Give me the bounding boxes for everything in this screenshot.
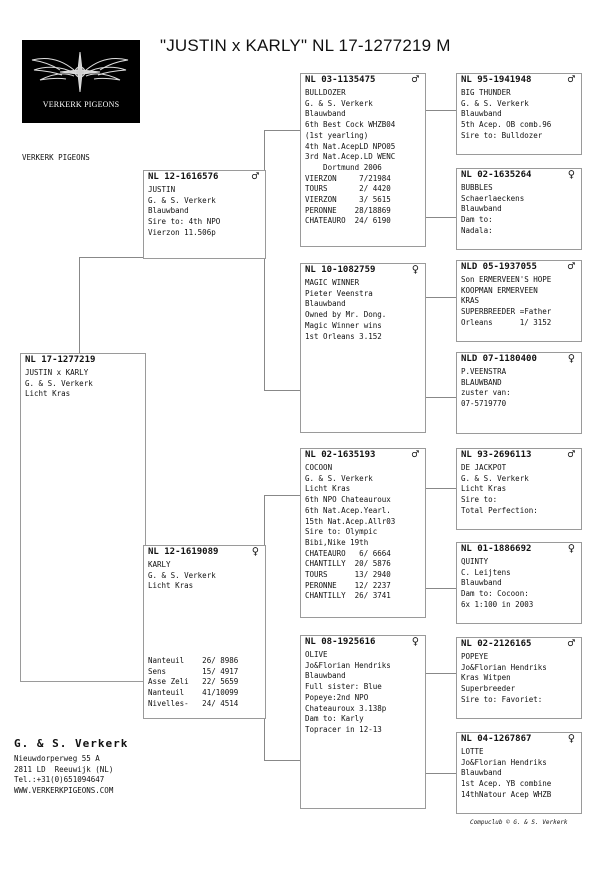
pedigree-line: MAGIC WINNER [305,278,360,287]
pedigree-line: 6th Best Cock WHZB04 [305,120,396,130]
pedigree-line: Blauwband [461,109,502,119]
female-icon: ♀ [567,731,575,745]
male-icon: ♂ [567,259,575,273]
card-header [144,546,265,560]
race-results [144,656,265,710]
credit-line: Compuclub © G. & S. Verkerk [470,819,568,826]
pedigree-line: Jo&Florian Hendriks [461,662,547,672]
logo [22,40,140,123]
ring-number: NL 17-1277219 [25,355,96,365]
pedigree-line: CHANTILLY 26/ 3741 [305,591,391,601]
pigeon-card-dam-sire [300,448,426,618]
card-header [457,449,581,463]
pigeon-card-ddd [456,732,582,814]
pedigree-line: Orleans 1/ 3152 [461,317,552,327]
ring-number: NL 95-1941948 [461,75,532,85]
pedigree-line: C. Leijtens [461,567,511,577]
pedigree-line: Sire to: Olympic [305,527,378,537]
pedigree-line: 5th Acep. OB comb.96 [461,120,552,130]
pigeon-card-dss [456,448,582,530]
race-result-line: Nanteuil 26/ 8986 [148,656,239,665]
pedigree-line: KRAS [461,296,480,306]
pedigree-line: 1st Orleans 3.152 [305,331,382,341]
pedigree-line: Dam to: Cocoon: [461,589,529,599]
male-icon: ♂ [411,72,419,86]
pedigree-line: Licht Kras [25,389,71,399]
phone-line: Tel.:+31(0)651094647 [14,775,105,784]
ring-number: NLD 05-1937055 [461,262,537,272]
female-icon: ♀ [567,351,575,365]
pedigree-line: zuster van: [461,388,511,398]
pedigree-line: PERONNE 12/ 2237 [305,580,391,590]
pedigree-line: LOTTE [461,747,484,756]
card-header [457,169,581,183]
pedigree-line: BIG THUNDER [461,88,511,97]
male-icon: ♂ [567,447,575,461]
card-header [457,261,581,275]
card-header [457,74,581,88]
pedigree-line: COCOON [305,463,333,472]
pedigree-line: 4th Nat.AcepLD NPO05 [305,141,396,151]
ring-number: NL 04-1267867 [461,734,532,744]
ring-number: NL 03-1135475 [305,75,376,85]
card-header [457,353,581,367]
ring-number: NL 01-1886692 [461,544,532,554]
connector-line [424,297,457,298]
pedigree-line: (1st yearling) [305,130,369,140]
connector-line [264,130,265,390]
ring-number: NL 02-1635264 [461,170,532,180]
pedigree-line: JUSTIN x KARLY [25,368,89,377]
pedigree-line: DE JACKPOT [461,463,507,472]
card-header [457,543,581,557]
pedigree-line: QUINTY [461,557,489,566]
pedigree-line: 6x 1:100 in 2003 [461,599,534,609]
pedigree-line: Blauwband [305,671,346,681]
pedigree-line: Magic Winner wins [305,320,382,330]
pedigree-line: Licht Kras [461,484,507,494]
male-icon: ♂ [567,72,575,86]
ring-number: NL 10-1082759 [305,265,376,275]
pedigree-line: Blauwband [305,299,346,309]
connector-line [79,257,144,258]
pedigree-line: KARLY [148,560,171,569]
connector-line [264,130,300,131]
pedigree-line: Blauwband [305,109,346,119]
address-line: Nieuwdorperweg 55 A [14,754,100,763]
ring-number: NL 12-1616576 [148,172,219,182]
pigeon-card-sire-sire [300,73,426,247]
connector-line [424,588,457,589]
pedigree-line: 1st Acep. YB combine [461,779,552,789]
pedigree-line: 14thNatour Acep WHZB [461,789,552,799]
card-header [144,171,265,185]
pedigree-line: TOURS 2/ 4420 [305,184,391,194]
female-icon: ♀ [567,541,575,555]
pigeon-card-sire [143,170,266,259]
pedigree-line: Kras Witpen [461,673,511,683]
pedigree-line: G. & S. Verkerk [305,473,373,483]
pedigree-line: BUBBLES [461,183,493,192]
breeder-contact [14,737,128,796]
pedigree-line: BULLDOZER [305,88,346,97]
pedigree-line: Blauwband [461,578,502,588]
connector-line [424,673,457,674]
pedigree-line: Sire to: 4th NPO [148,217,221,227]
pigeon-card-dds [456,637,582,719]
pedigree-line: Dam to: [461,215,493,225]
pedigree-line: Jo&Florian Hendriks [305,660,391,670]
female-icon: ♀ [411,634,419,648]
connector-line [264,390,300,391]
pedigree-line: Nadala: [461,225,493,235]
race-result-line: Nivelles- 24/ 4514 [148,698,239,708]
connector-line [424,110,457,111]
pedigree-line: Son ERMERVEEN'S HOPE [461,275,552,284]
pedigree-line: G. & S. Verkerk [148,570,216,580]
connector-line [79,257,80,357]
pedigree-line: Blauwband [148,206,189,216]
pedigree-line: Bibi,Nike 19th [305,537,369,547]
pedigree-line: CHATEAURO 6/ 6664 [305,548,391,558]
race-result-line: Asse Zeli 22/ 5659 [148,677,239,687]
female-icon: ♀ [251,544,259,558]
pedigree-line: KOOPMAN ERMERVEEN [461,285,538,295]
pedigree-line: Topracer in 12-13 [305,724,382,734]
pedigree-line: Chateauroux 3.138p [305,703,387,713]
pedigree-line: Full sister: Blue [305,682,382,692]
card-header [301,449,425,463]
pedigree-line: 15th Nat.Acep.Allr03 [305,516,396,526]
pedigree-line: 3rd Nat.Acep.LD WENC [305,152,396,162]
ring-number: NL 93-2696113 [461,450,532,460]
pedigree-line: G. & S. Verkerk [148,195,216,205]
website-link[interactable]: WWW.VERKERKPIGEONS.COM [14,785,114,795]
pedigree-line: Sire to: Favoriet: [461,694,543,704]
card-header [301,264,425,278]
pedigree-line: TOURS 13/ 2940 [305,570,391,580]
pedigree-line: 6th Nat.Acep.Yearl. [305,505,391,515]
card-header [301,636,425,650]
ring-number: NL 12-1619089 [148,547,219,557]
postal-line: 2811 LD Reeuwijk (NL) [14,764,114,774]
pigeon-card-sdd [456,352,582,434]
pedigree-line: G. & S. Verkerk [461,98,529,108]
pigeon-card-sire-dam [300,263,426,433]
pedigree-line: POPEYE [461,652,489,661]
pedigree-line: Dam to: Karly [305,714,364,724]
pigeon-card-ssd [456,168,582,250]
pigeon-card-subject [20,353,146,682]
card-header [21,354,145,368]
pedigree-line: JUSTIN [148,185,176,194]
pedigree-line: G. & S. Verkerk [25,378,93,388]
pedigree-line: SUPERBREEDER =Father [461,307,552,317]
breeder-name: G. & S. Verkerk [14,737,129,750]
pedigree-line: Blauwband [461,768,502,778]
ring-number: NL 02-1635193 [305,450,376,460]
pedigree-line: 6th NPO Chateauroux [305,495,391,505]
pedigree-line: Popeye:2nd NPO [305,692,369,702]
ring-number: NL 08-1925616 [305,637,376,647]
connector-line [424,488,457,489]
logo-text: VERKERK PIGEONS [42,100,120,109]
card-header [457,638,581,652]
connector-line [264,495,300,496]
page-title: "JUSTIN x KARLY" NL 17-1277219 M [160,36,451,55]
pedigree-line: OLIVE [305,650,328,659]
pedigree-line: Jo&Florian Hendriks [461,757,547,767]
pigeon-wings-emblem-icon [22,40,140,123]
pedigree-line: PERONNE 28/18869 [305,205,391,215]
pedigree-line: Owned by Mr. Dong. [305,310,387,320]
pedigree-line: P.VEENSTRA [461,367,507,376]
pedigree-line: Licht Kras [148,581,194,591]
male-icon: ♂ [567,636,575,650]
pedigree-line: Total Perfection: [461,505,538,515]
connector-line [424,773,457,774]
pedigree-line: G. & S. Verkerk [461,473,529,483]
race-result-line: Nanteuil 41/10099 [148,688,239,698]
card-header [457,733,581,747]
pedigree-line: Sire to: Bulldozer [461,130,543,140]
pigeon-card-dam [143,545,266,719]
connector-line [264,760,300,761]
card-header [301,74,425,88]
race-result-line: Sens 15/ 4917 [148,666,239,676]
pedigree-line: CHATEAURO 24/ 6190 [305,216,391,226]
pedigree-line: Dortmund 2006 [305,162,382,172]
male-icon: ♂ [251,169,259,183]
connector-line [424,217,457,218]
pedigree-line: BLAUWBAND [461,377,502,387]
pedigree-line: Schaerlaeckens [461,193,525,203]
pedigree-line: G. & S. Verkerk [305,98,373,108]
pigeon-card-sss [456,73,582,155]
pedigree-line: VIERZON 7/21984 [305,173,391,183]
ring-number: NLD 07-1180400 [461,354,537,364]
male-icon: ♂ [411,447,419,461]
pedigree-line: VIERZON 3/ 5615 [305,195,391,205]
pedigree-line: CHANTILLY 20/ 5876 [305,559,391,569]
pedigree-line: Sire to: [461,495,498,505]
pedigree-line: Blauwband [461,204,502,214]
female-icon: ♀ [411,262,419,276]
ring-number: NL 02-2126165 [461,639,532,649]
brand-label: VERKERK PIGEONS [22,153,90,162]
pigeon-card-dam-dam [300,635,426,809]
pigeon-card-dsd [456,542,582,624]
female-icon: ♀ [567,167,575,181]
pedigree-line: Licht Kras [305,484,351,494]
pedigree-line: Pieter Veenstra [305,288,373,298]
pigeon-card-sds [456,260,582,342]
pedigree-line: Vierzon 11.506p [148,227,216,237]
pedigree-line: Superbreeder [461,684,516,694]
connector-line [424,397,457,398]
pedigree-line: 07-5719770 [461,399,507,409]
